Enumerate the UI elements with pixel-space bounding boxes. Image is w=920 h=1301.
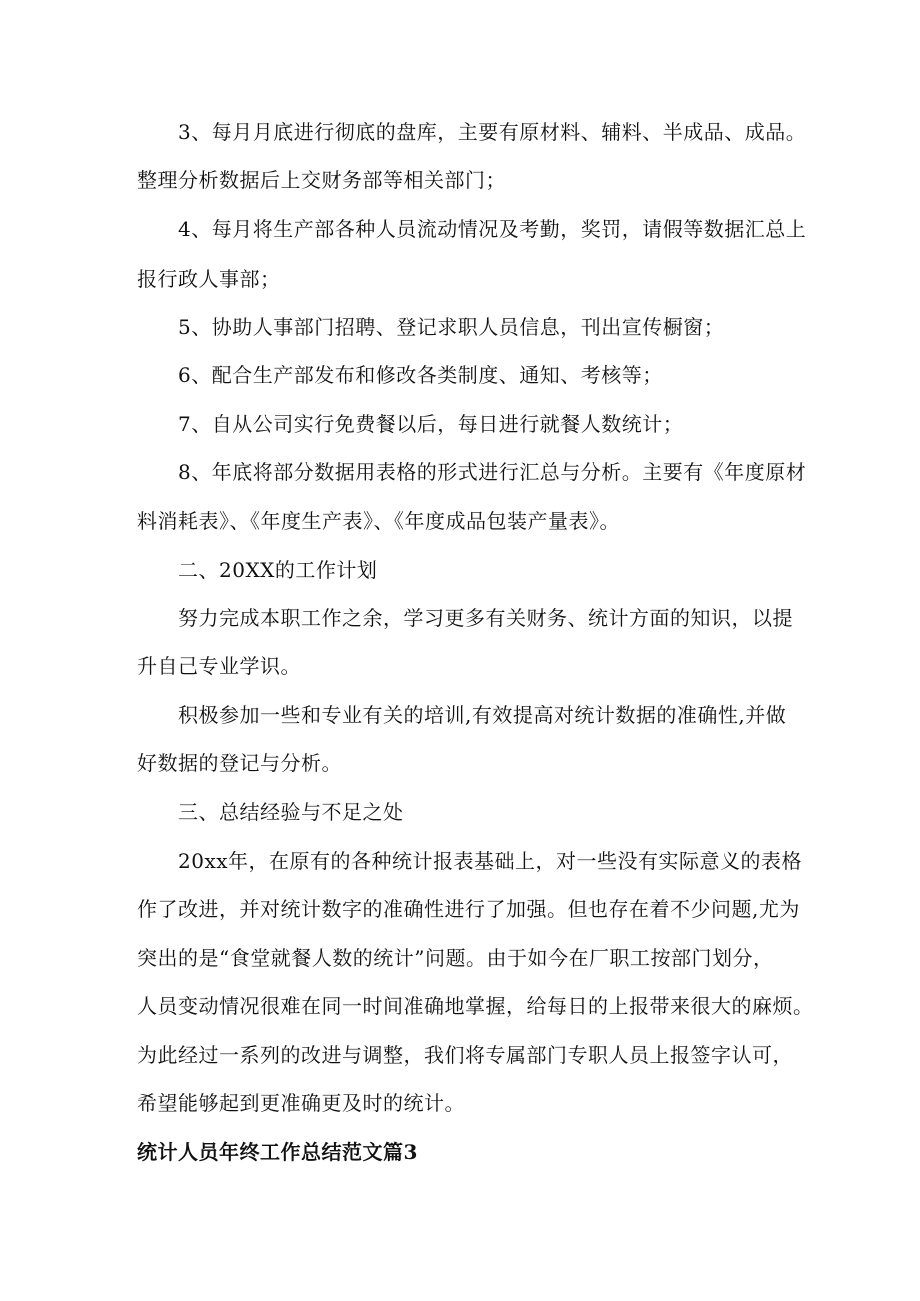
section-2-para-1-line-2: 升自己专业学识。 (137, 654, 301, 678)
section-3-para-line-1: 20xx年，在原有的各种统计报表基础上，对一些没有实际意义的表格 (178, 849, 803, 873)
section-3-para-line-3: 突出的是“食堂就餐人数的统计”问题。由于如今在厂职工按部门划分， (137, 946, 774, 970)
item-4-line-1: 4、每月将生产部各种人员流动情况及考勤，奖罚，请假等数据汇总上 (178, 217, 807, 241)
section-3-para-line-2: 作了改进，并对统计数字的准确性进行了加强。但也存在着不少问题,尤为 (137, 897, 800, 921)
item-3-line-2: 整理分析数据后上交财务部等相关部门； (137, 168, 506, 192)
item-8-line-2: 料消耗表》、《年度生产表》、《年度成品包装产量表》。 (137, 509, 620, 533)
section-3-heading: 三、总结经验与不足之处 (178, 800, 404, 824)
item-3-line-1: 3、每月月底进行彻底的盘库，主要有原材料、辅料、半成品、成品。 (178, 120, 807, 144)
item-7: 7、自从公司实行免费餐以后，每日进行就餐人数统计； (178, 412, 684, 436)
item-6: 6、配合生产部发布和修改各类制度、通知、考核等； (178, 363, 663, 387)
item-5: 5、协助人事部门招聘、登记求职人员信息，刊出宣传橱窗； (178, 315, 725, 339)
section-2-para-1-line-1: 努力完成本职工作之余，学习更多有关财务、统计方面的知识，以提 (178, 606, 793, 630)
section-3-para-line-6: 希望能够起到更准确更及时的统计。 (137, 1091, 465, 1115)
item-4-line-2: 报行政人事部； (137, 267, 281, 291)
next-section-title: 统计人员年终工作总结范文篇3 (137, 1140, 418, 1164)
section-3-para-line-4: 人员变动情况很难在同一时间准确地掌握，给每日的上报带来很大的麻烦。 (137, 994, 814, 1018)
section-2-para-2-line-1: 积极参加一些和专业有关的培训,有效提高对统计数据的准确性,并做 (178, 703, 787, 727)
section-3-para-line-5: 为此经过一系列的改进与调整，我们将专属部门专职人员上报签字认可， (137, 1043, 793, 1067)
section-2-heading: 二、20XX的工作计划 (178, 558, 378, 582)
item-8-line-1: 8、年底将部分数据用表格的形式进行汇总与分析。主要有《年度原材 (178, 460, 807, 484)
section-2-para-2-line-2: 好数据的登记与分析。 (137, 751, 342, 775)
